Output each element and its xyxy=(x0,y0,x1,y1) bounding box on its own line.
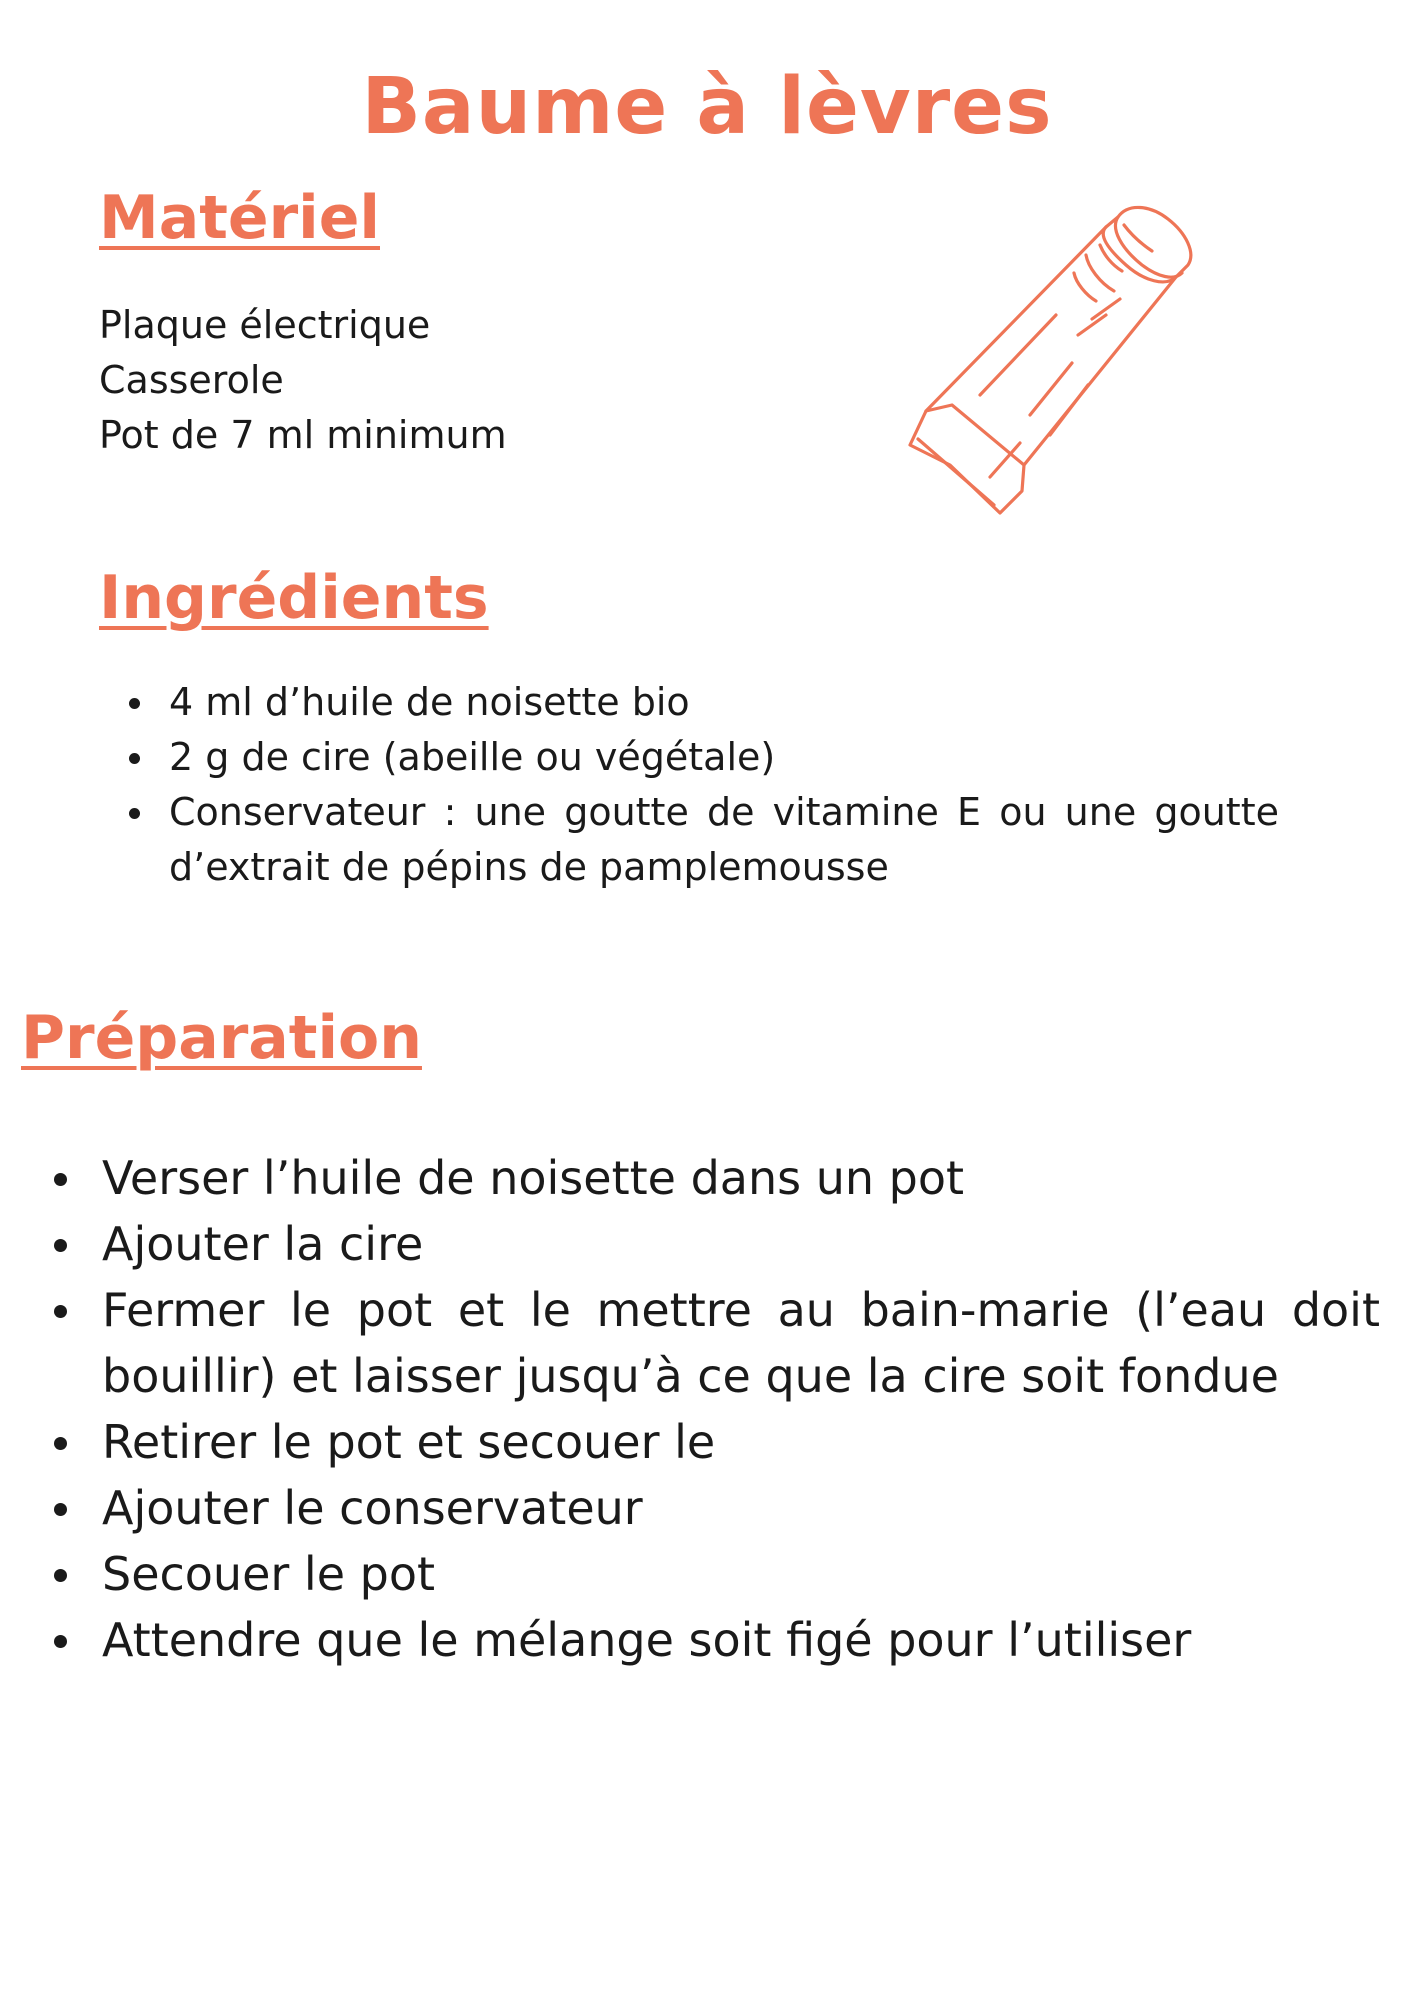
materiel-list xyxy=(99,298,507,463)
ingredient-item: 4 ml d’huile de noisette bio xyxy=(99,675,1279,730)
materiel-heading: Matériel xyxy=(99,183,380,253)
preparation-step: Attendre que le mélange soit figé pour l’utiliser xyxy=(40,1607,1380,1673)
ingredients-heading: Ingrédients xyxy=(99,563,489,633)
preparation-step: Secouer le pot xyxy=(40,1541,1380,1607)
preparation-step: Fermer le pot et le mettre au bain-marie (l’eau doit bouillir) et laisser jusqu’à ce que la cire soit fondue xyxy=(40,1277,1380,1409)
ingredient-item: 2 g de cire (abeille ou végétale) xyxy=(99,730,1279,785)
preparation-list xyxy=(40,1145,1380,1673)
preparation-step: Verser l’huile de noisette dans un pot xyxy=(40,1145,1380,1211)
preparation-step: Ajouter le conservateur xyxy=(40,1475,1380,1541)
ingredients-list xyxy=(99,675,1279,895)
page-title: Baume à lèvres xyxy=(361,62,1053,152)
ingredient-item: Conservateur : une goutte de vitamine E ou une goutte d’extrait de pépins de pamplemousse xyxy=(99,785,1279,895)
materiel-item: Casserole xyxy=(99,358,284,402)
preparation-step: Ajouter la cire xyxy=(40,1211,1380,1277)
preparation-heading: Préparation xyxy=(21,1003,422,1073)
preparation-step: Retirer le pot et secouer le xyxy=(40,1409,1380,1475)
lip-balm-tube-icon xyxy=(860,195,1220,555)
materiel-item: Plaque électrique xyxy=(99,303,431,347)
materiel-item: Pot de 7 ml minimum xyxy=(99,413,507,457)
